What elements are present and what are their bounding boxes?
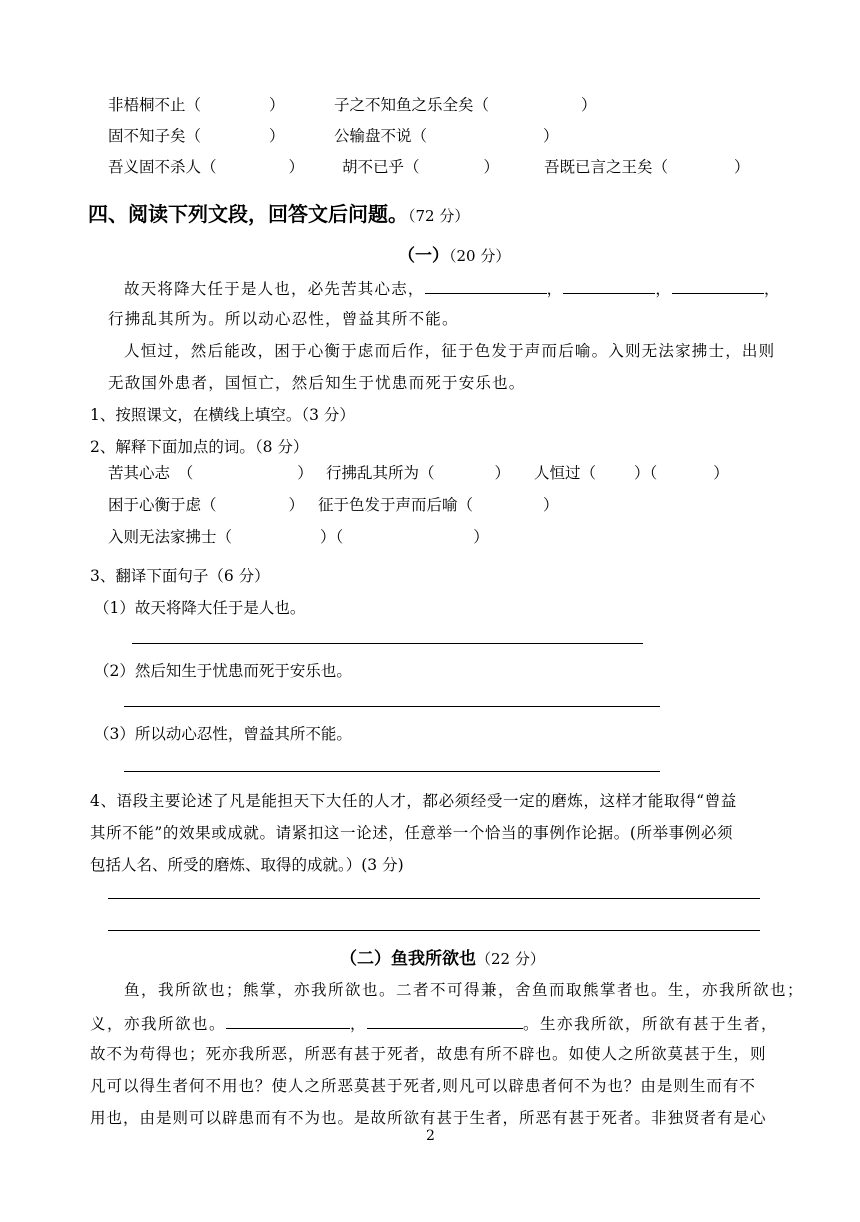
- question-3: 3、翻译下面句子（6 分）: [90, 567, 270, 585]
- fill-blank[interactable]: [672, 275, 764, 294]
- q2-item: 人恒过（ ）（ ）: [534, 464, 729, 482]
- word-item: 吾义固不杀人（ ）: [108, 158, 305, 176]
- passage-line: 行拂乱其所为。所以动心忍性，曾益其所不能。: [108, 310, 459, 328]
- page-number: 2: [426, 1128, 435, 1144]
- question-2: 2、解释下面加点的词。（8 分）: [90, 438, 309, 456]
- answer-line[interactable]: [124, 706, 660, 707]
- q3-sentence: （3）所以动心忍性，曾益其所不能。: [94, 725, 352, 743]
- passage-line: 义，亦我所欲也。 ， 。生亦我所欲，所欲有甚于生者，: [90, 1010, 778, 1034]
- passage-line: 无敌国外患者，国恒亡，然后知生于忧患而死于安乐也。: [108, 374, 526, 392]
- answer-line[interactable]: [108, 930, 760, 931]
- q3-sentence: （2）然后知生于忧患而死于安乐也。: [94, 662, 352, 680]
- word-item: 非梧桐不止（ ）: [108, 96, 285, 114]
- question-4: 4、语段主要论述了凡是能担天下大任的人才，都必须经受一定的磨炼，这样才能取得“曾益: [90, 792, 737, 810]
- word-item: 子之不知鱼之乐全矣（ ）: [334, 96, 597, 114]
- fill-blank[interactable]: [367, 1010, 523, 1029]
- fill-blank[interactable]: [563, 275, 655, 294]
- passage-line: 故天将降大任于是人也，必先苦其心志， ， ， ，: [124, 275, 781, 299]
- answer-line[interactable]: [132, 643, 643, 644]
- answer-line[interactable]: [124, 771, 660, 772]
- passage-line: 用也，由是则可以辟患而有不为也。是故所欲有甚于生者，所恶有甚于死者。非独贤者有是心: [90, 1109, 767, 1127]
- q2-item: 困于心衡于虑（ ）: [108, 496, 305, 514]
- word-item: 公输盘不说（ ）: [334, 127, 559, 145]
- word-item: 吾既已言之王矣（ ）: [544, 158, 750, 176]
- part-heading: （二）鱼我所欲也（22 分）: [340, 949, 545, 969]
- passage-line: 鱼，我所欲也；熊掌，亦我所欲也。二者不可得兼，舍鱼而取熊掌者也。生，亦我所欲也；: [124, 981, 805, 999]
- fill-blank[interactable]: [425, 275, 547, 294]
- answer-line[interactable]: [108, 898, 760, 899]
- question-4: 其所不能”的效果或成就。请紧扣这一论述，任意举一个恰当的事例作论据。(所举事例必须: [90, 824, 734, 842]
- q2-item: 行拂乱其所为（ ）: [326, 464, 511, 482]
- q3-sentence: （1）故天将降大任于是人也。: [94, 599, 306, 617]
- part-heading: （一）（20 分）: [398, 246, 511, 266]
- fill-blank[interactable]: [226, 1010, 350, 1029]
- question-4: 包括人名、所受的磨炼、取得的成就。）(3 分): [90, 856, 404, 874]
- passage-line: 故不为苟得也；死亦我所恶，所恶有甚于死者，故患有所不辟也。如使人之所欲莫甚于生，则: [90, 1045, 767, 1063]
- section-heading: 四、阅读下列文段，回答文后问题。（72 分）: [88, 202, 470, 226]
- question-1: 1、按照课文，在横线上填空。（3 分）: [90, 406, 355, 424]
- q2-item: 入则无法家拂士（ ）（ ）: [108, 528, 489, 546]
- word-item: 固不知子矣（ ）: [108, 127, 285, 145]
- passage-line: 人恒过，然后能改，困于心衡于虑而后作，征于色发于声而后喻。入则无法家拂士，出则: [124, 342, 776, 360]
- q2-item: 征于色发于声而后喻（ ）: [318, 496, 559, 514]
- q2-item: 苦其心志 （ ）: [108, 464, 313, 482]
- passage-line: 凡可以得生者何不用也？使人之所恶莫甚于死者,则凡可以辟患者何不为也？由是则生而有不: [90, 1077, 756, 1095]
- word-item: 胡不已乎（ ）: [342, 158, 500, 176]
